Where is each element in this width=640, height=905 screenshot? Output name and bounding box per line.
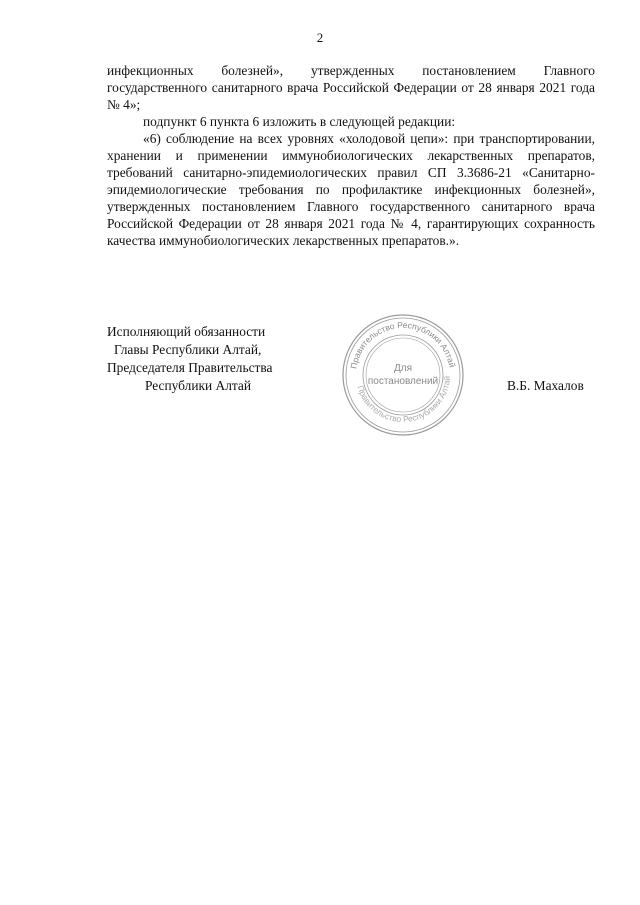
signer-name: В.Б. Махалов xyxy=(507,378,584,393)
signature-title-block xyxy=(107,323,307,395)
document-body xyxy=(107,62,595,249)
signer-title-line-4: Республики Алтай xyxy=(145,378,252,393)
signer-title-line-3: Председателя Правительства xyxy=(107,360,273,375)
seal-center-line-1: Для xyxy=(393,363,413,374)
signer-title-line-2: Главы Республики Алтай, xyxy=(114,342,262,357)
seal-ring-text-lower: Правительство Республики Алтай xyxy=(355,375,453,425)
signer-title-line-1: Исполняющий обязанности xyxy=(107,324,266,339)
seal-ring-text: Правительство Республики Алтай xyxy=(348,319,458,370)
seal-graphic xyxy=(341,313,465,437)
page-number: 2 xyxy=(316,30,324,45)
paragraph-amendment-text: «6) соблюдение на всех уровнях «холодовой цепи»: при транспортировании, хранении и применении иммунобиологических лекарственных препаратов, требований санитарно-эпидемиологических правил СП 3.3686-21 «Санитарно-эпидемиологические требования по профилактике инфекционных болезней», утвержденных постановлением Главного государственного санитарного врача Российской Федерации от 28 января 2021 года № 4, гарантирующих сохранность качества иммунобиологических лекарственных препаратов.». xyxy=(107,131,595,248)
official-seal-stamp xyxy=(341,313,465,437)
paragraph-amendment-intro: подпункт 6 пункта 6 изложить в следующей редакции: xyxy=(143,114,456,129)
seal-center-line-2: постановлений xyxy=(367,376,439,387)
paragraph-continuation: инфекционных болезней», утвержденных постановлением Главного государственного санитарного врача Российской Федерации от 28 января 2021 года № 4»; xyxy=(107,63,595,112)
